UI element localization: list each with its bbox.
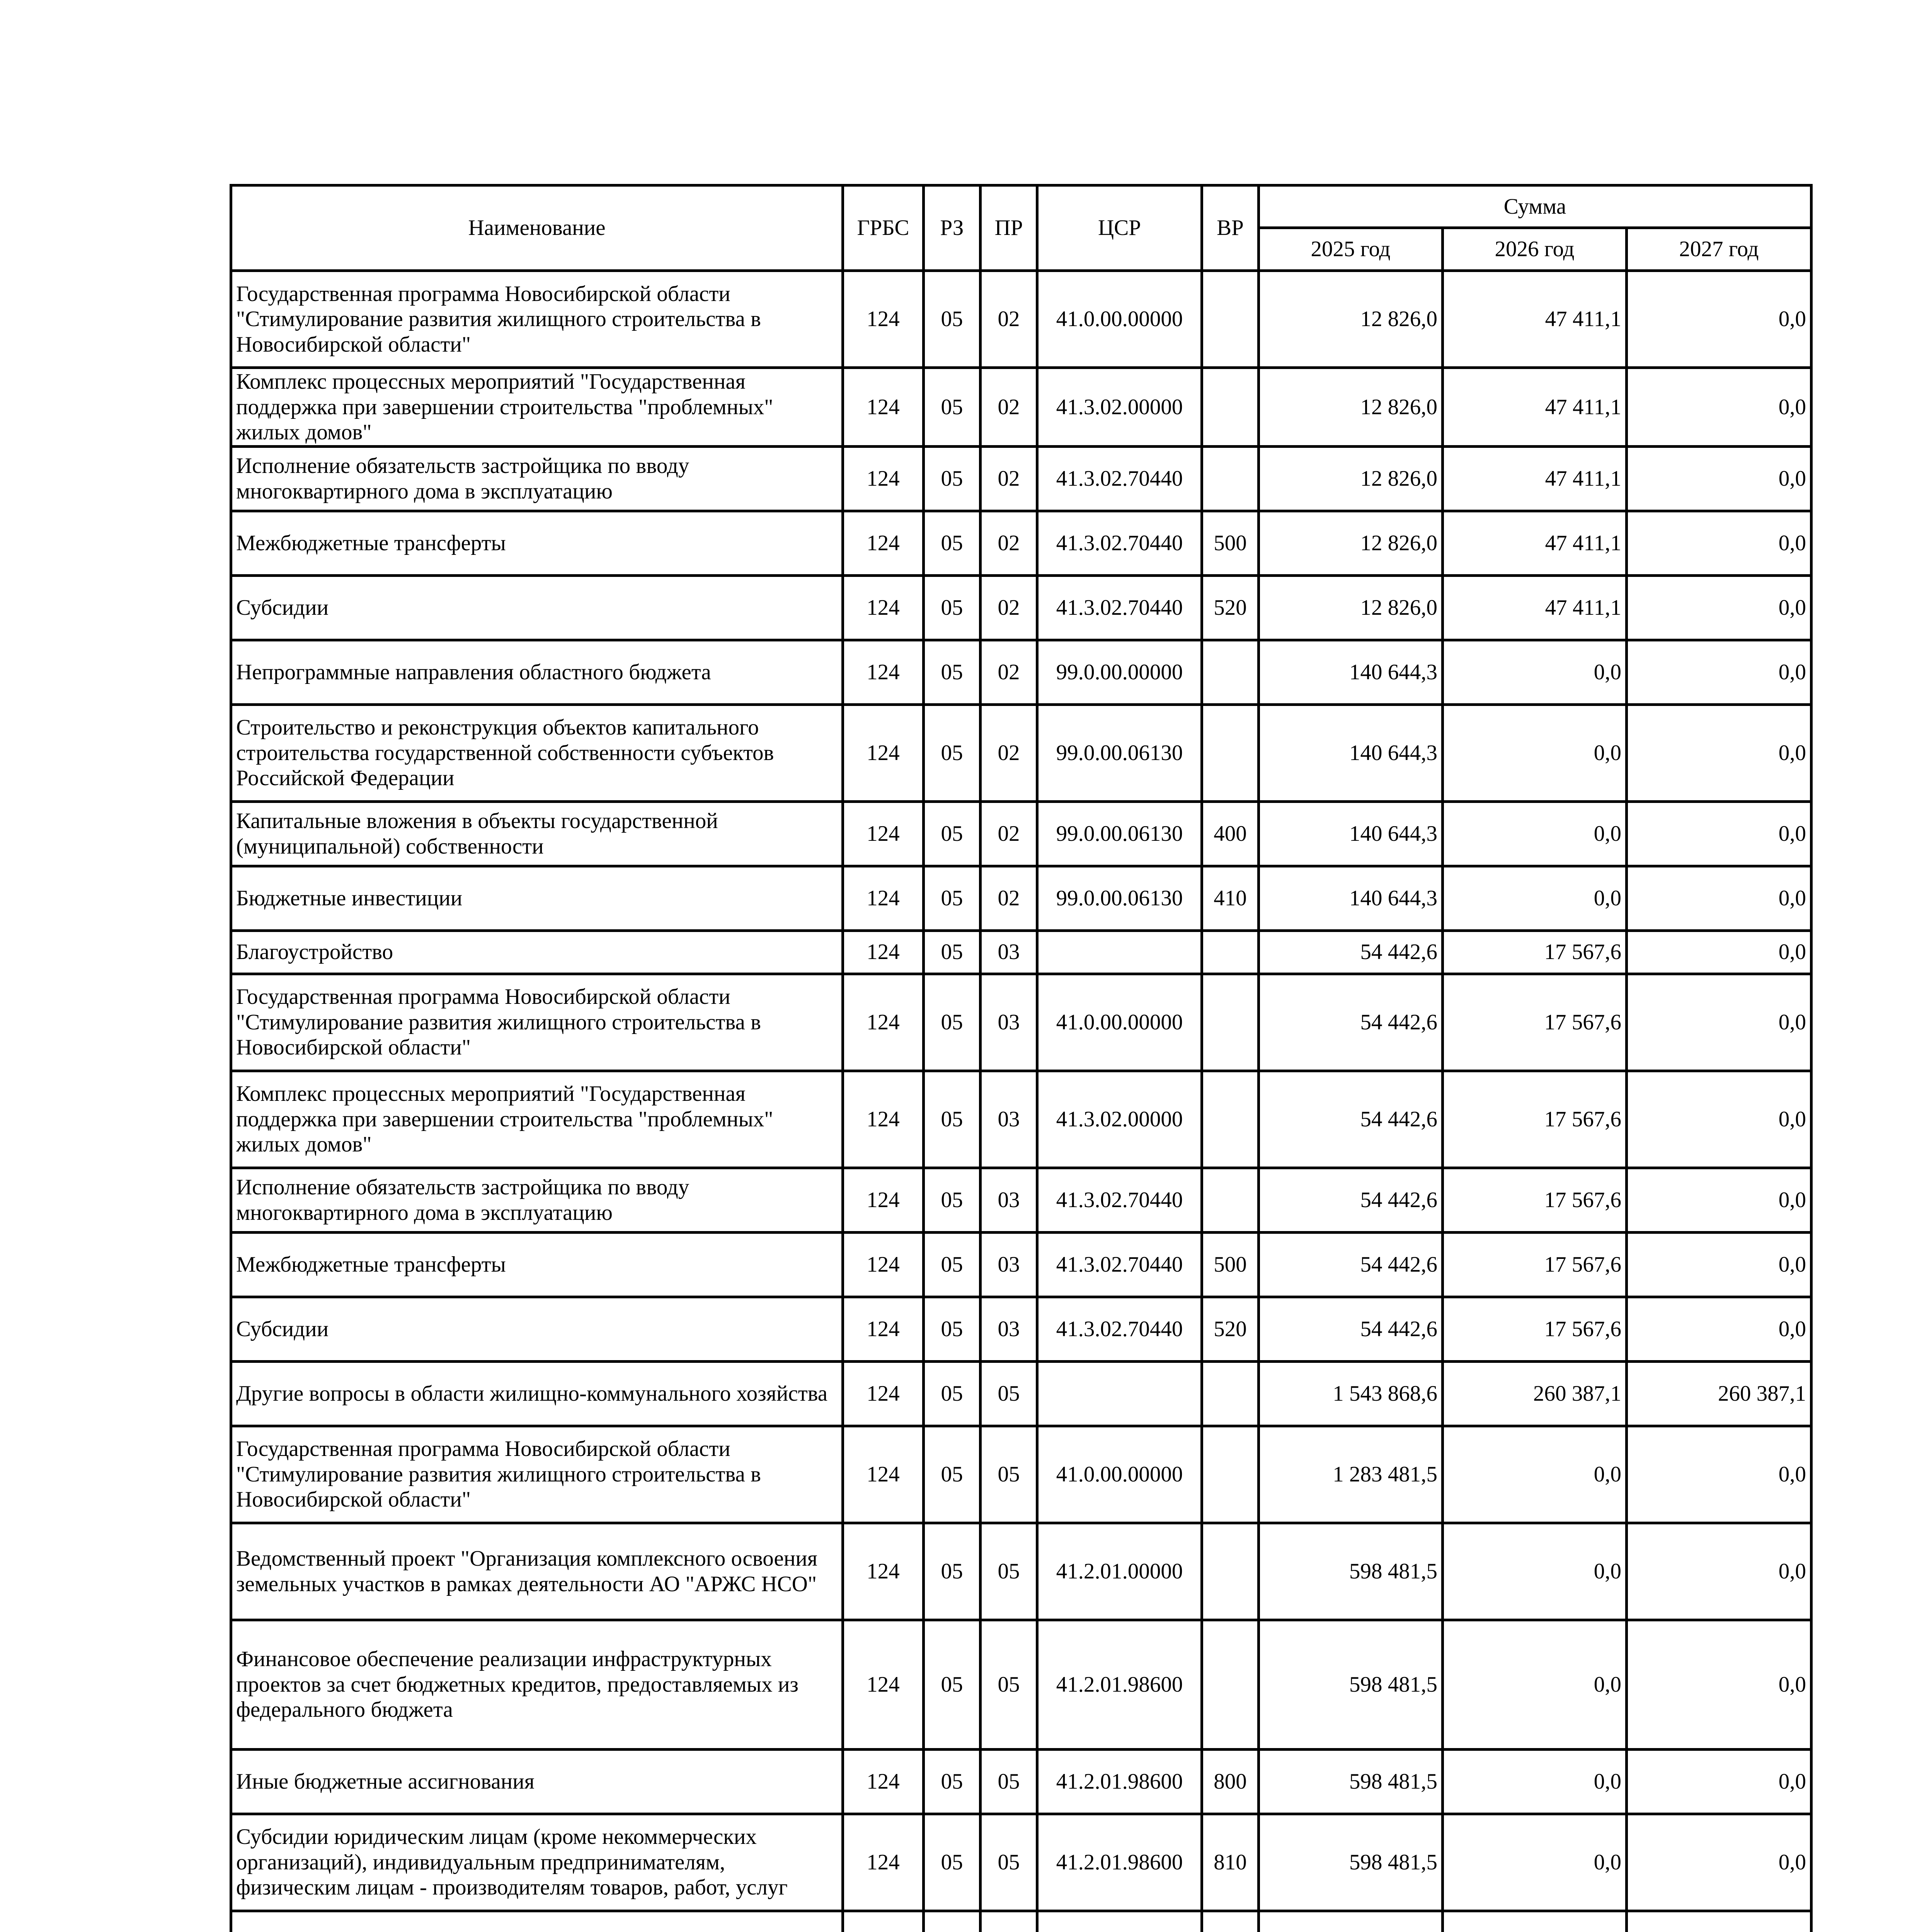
cell-csr: 41.2.01.98600: [1037, 1814, 1202, 1911]
cell-name: Бюджетные инвестиции: [231, 866, 843, 930]
cell-y2027: 0,0: [1627, 511, 1811, 575]
table-body: [231, 271, 1811, 1932]
cell-pr: 05: [981, 1620, 1037, 1749]
cell-y2026: 0,0: [1443, 1749, 1627, 1814]
cell-grbs: [843, 1911, 924, 1932]
cell-y2026: 260 387,1: [1443, 1361, 1627, 1426]
cell-grbs: 124: [843, 511, 924, 575]
cell-vr: 500: [1202, 511, 1259, 575]
cell-rz: 05: [924, 1071, 981, 1168]
cell-vr: [1202, 974, 1259, 1071]
cell-name: Субсидии юридическим лицам (кроме некоммерческих организаций), индивидуальным предпринимателям, физическим лицам - производителям товаров, работ, услуг: [231, 1814, 843, 1911]
cell-csr: 41.2.01.98600: [1037, 1749, 1202, 1814]
cell-y2027: [1627, 1911, 1811, 1932]
cell-y2026: 0,0: [1443, 704, 1627, 801]
cell-y2026: 17 567,6: [1443, 1232, 1627, 1297]
header-name: Наименование: [231, 185, 843, 271]
cell-csr: 41.3.02.00000: [1037, 1071, 1202, 1168]
cell-y2026: 0,0: [1443, 1426, 1627, 1523]
cell-rz: 05: [924, 704, 981, 801]
cell-name: Государственная программа Новосибирской области "Стимулирование развития жилищного строительства в Новосибирской области": [231, 271, 843, 368]
cell-vr: [1202, 446, 1259, 511]
table-row: [231, 704, 1811, 801]
cell-rz: 05: [924, 1426, 981, 1523]
cell-pr: 05: [981, 1361, 1037, 1426]
cell-name: Субсидии: [231, 575, 843, 640]
cell-rz: 05: [924, 1620, 981, 1749]
cell-name: Субсидии: [231, 1297, 843, 1361]
cell-csr: [1037, 930, 1202, 974]
cell-rz: [924, 1911, 981, 1932]
cell-vr: [1202, 930, 1259, 974]
cell-pr: 05: [981, 1523, 1037, 1620]
cell-name: Другие вопросы в области жилищно-коммунального хозяйства: [231, 1361, 843, 1426]
cell-csr: 41.3.02.70440: [1037, 511, 1202, 575]
cell-y2027: 0,0: [1627, 704, 1811, 801]
header-csr: ЦСР: [1037, 185, 1202, 271]
cell-y2025: 598 481,5: [1259, 1814, 1443, 1911]
cell-y2025: 54 442,6: [1259, 1232, 1443, 1297]
cell-y2026: 47 411,1: [1443, 575, 1627, 640]
cell-y2025: 12 826,0: [1259, 271, 1443, 368]
cell-grbs: 124: [843, 704, 924, 801]
cell-vr: 410: [1202, 866, 1259, 930]
cell-csr: 41.3.02.70440: [1037, 1232, 1202, 1297]
cell-rz: 05: [924, 1814, 981, 1911]
cell-y2026: 17 567,6: [1443, 974, 1627, 1071]
cell-name: Финансовое обеспечение реализации инфраструктурных проектов за счет бюджетных кредитов, предоставляемых из федерального бюджета: [231, 1620, 843, 1749]
cell-y2027: 0,0: [1627, 974, 1811, 1071]
cell-y2027: 0,0: [1627, 640, 1811, 704]
header-vr: ВР: [1202, 185, 1259, 271]
cell-y2025: 12 826,0: [1259, 575, 1443, 640]
table-row: [231, 1232, 1811, 1297]
cell-grbs: 124: [843, 1361, 924, 1426]
cell-vr: [1202, 1911, 1259, 1932]
cell-grbs: 124: [843, 575, 924, 640]
cell-csr: 41.3.02.70440: [1037, 446, 1202, 511]
cell-rz: 05: [924, 974, 981, 1071]
table-row: [231, 271, 1811, 368]
cell-y2027: 0,0: [1627, 446, 1811, 511]
cell-y2027: 0,0: [1627, 1749, 1811, 1814]
table-row: [231, 1911, 1811, 1932]
cell-name: Непрограммные направления областного бюджета: [231, 640, 843, 704]
cell-y2027: 0,0: [1627, 801, 1811, 866]
cell-grbs: 124: [843, 866, 924, 930]
cell-vr: 520: [1202, 575, 1259, 640]
cell-y2025: 54 442,6: [1259, 1168, 1443, 1232]
cell-y2025: 1 543 868,6: [1259, 1361, 1443, 1426]
cell-csr: 99.0.00.06130: [1037, 866, 1202, 930]
cell-y2026: 47 411,1: [1443, 446, 1627, 511]
cell-rz: 05: [924, 1749, 981, 1814]
cell-pr: 03: [981, 930, 1037, 974]
cell-pr: 03: [981, 974, 1037, 1071]
cell-grbs: 124: [843, 974, 924, 1071]
cell-rz: 05: [924, 446, 981, 511]
cell-rz: 05: [924, 1523, 981, 1620]
cell-pr: 02: [981, 704, 1037, 801]
table-row: [231, 930, 1811, 974]
table-row: [231, 866, 1811, 930]
cell-grbs: 124: [843, 1071, 924, 1168]
cell-vr: [1202, 1168, 1259, 1232]
cell-y2026: 47 411,1: [1443, 511, 1627, 575]
cell-csr: [1037, 1911, 1202, 1932]
cell-y2025: [1259, 1911, 1443, 1932]
header-2026: 2026 год: [1443, 228, 1627, 271]
cell-y2027: 260 387,1: [1627, 1361, 1811, 1426]
cell-y2026: 0,0: [1443, 1814, 1627, 1911]
cell-grbs: 124: [843, 1297, 924, 1361]
cell-y2025: 140 644,3: [1259, 866, 1443, 930]
cell-vr: [1202, 704, 1259, 801]
table-row: [231, 368, 1811, 447]
cell-pr: 02: [981, 575, 1037, 640]
cell-pr: 02: [981, 640, 1037, 704]
cell-name: Благоустройство: [231, 930, 843, 974]
cell-csr: 41.3.02.70440: [1037, 575, 1202, 640]
cell-y2025: 12 826,0: [1259, 446, 1443, 511]
header-sum: Сумма: [1259, 185, 1811, 228]
cell-vr: [1202, 640, 1259, 704]
cell-csr: 41.2.01.98600: [1037, 1620, 1202, 1749]
cell-y2026: 47 411,1: [1443, 368, 1627, 447]
cell-y2026: 0,0: [1443, 1620, 1627, 1749]
cell-rz: 05: [924, 930, 981, 974]
cell-grbs: 124: [843, 801, 924, 866]
cell-name: Капитальные вложения в объекты государственной (муниципальной) собственности: [231, 801, 843, 866]
cell-y2027: 0,0: [1627, 271, 1811, 368]
cell-rz: 05: [924, 1297, 981, 1361]
cell-pr: 02: [981, 801, 1037, 866]
cell-pr: 02: [981, 446, 1037, 511]
cell-vr: [1202, 271, 1259, 368]
cell-y2026: [1443, 1911, 1627, 1932]
cell-y2026: 0,0: [1443, 866, 1627, 930]
cell-vr: 400: [1202, 801, 1259, 866]
table-row: [231, 974, 1811, 1071]
cell-csr: 41.3.02.70440: [1037, 1168, 1202, 1232]
cell-grbs: 124: [843, 1426, 924, 1523]
cell-pr: 03: [981, 1071, 1037, 1168]
cell-rz: 05: [924, 271, 981, 368]
cell-y2026: 47 411,1: [1443, 271, 1627, 368]
cell-y2025: 1 283 481,5: [1259, 1426, 1443, 1523]
cell-grbs: 124: [843, 1523, 924, 1620]
cell-rz: 05: [924, 368, 981, 447]
cell-rz: 05: [924, 1232, 981, 1297]
cell-y2027: 0,0: [1627, 575, 1811, 640]
cell-name: Исполнение обязательств застройщика по вводу многоквартирного дома в эксплуатацию: [231, 446, 843, 511]
cell-pr: 03: [981, 1168, 1037, 1232]
cell-grbs: 124: [843, 1168, 924, 1232]
cell-y2027: 0,0: [1627, 930, 1811, 974]
cell-pr: 02: [981, 866, 1037, 930]
cell-rz: 05: [924, 1168, 981, 1232]
cell-y2025: 54 442,6: [1259, 1297, 1443, 1361]
cell-y2027: 0,0: [1627, 1523, 1811, 1620]
cell-vr: [1202, 1071, 1259, 1168]
cell-name: Государственная программа Новосибирской области "Стимулирование развития жилищного строительства в Новосибирской области": [231, 1426, 843, 1523]
cell-y2025: 598 481,5: [1259, 1523, 1443, 1620]
table-row: [231, 1749, 1811, 1814]
header-2025: 2025 год: [1259, 228, 1443, 271]
cell-vr: 520: [1202, 1297, 1259, 1361]
cell-y2027: 0,0: [1627, 1168, 1811, 1232]
cell-y2025: 12 826,0: [1259, 368, 1443, 447]
cell-grbs: 124: [843, 271, 924, 368]
cell-pr: 03: [981, 1297, 1037, 1361]
table-row: [231, 1814, 1811, 1911]
cell-vr: [1202, 1361, 1259, 1426]
table-row: [231, 801, 1811, 866]
cell-vr: [1202, 1426, 1259, 1523]
cell-y2025: 54 442,6: [1259, 930, 1443, 974]
cell-y2025: 140 644,3: [1259, 801, 1443, 866]
cell-pr: 05: [981, 1426, 1037, 1523]
table-row: [231, 1523, 1811, 1620]
cell-csr: 41.0.00.00000: [1037, 974, 1202, 1071]
cell-y2025: 140 644,3: [1259, 640, 1443, 704]
cell-vr: 500: [1202, 1232, 1259, 1297]
table-row: [231, 1620, 1811, 1749]
budget-table: [230, 184, 1813, 1932]
cell-name: Межбюджетные трансферты: [231, 511, 843, 575]
table-row: [231, 511, 1811, 575]
cell-pr: 05: [981, 1749, 1037, 1814]
cell-y2025: 12 826,0: [1259, 511, 1443, 575]
cell-rz: 05: [924, 640, 981, 704]
cell-grbs: 124: [843, 446, 924, 511]
cell-pr: 02: [981, 368, 1037, 447]
cell-y2027: 0,0: [1627, 1620, 1811, 1749]
cell-grbs: 124: [843, 640, 924, 704]
table-row: [231, 1297, 1811, 1361]
cell-csr: [1037, 1361, 1202, 1426]
table-row: [231, 640, 1811, 704]
cell-csr: 99.0.00.06130: [1037, 801, 1202, 866]
cell-y2025: 54 442,6: [1259, 1071, 1443, 1168]
cell-vr: 800: [1202, 1749, 1259, 1814]
cell-rz: 05: [924, 511, 981, 575]
cell-y2027: 0,0: [1627, 1297, 1811, 1361]
cell-name: Комплекс процессных мероприятий "Государственная поддержка при завершении строительства "проблемных" жилых домов": [231, 368, 843, 447]
cell-y2026: 17 567,6: [1443, 1297, 1627, 1361]
cell-pr: [981, 1911, 1037, 1932]
table-row: [231, 446, 1811, 511]
cell-grbs: 124: [843, 930, 924, 974]
cell-name: Межбюджетные трансферты: [231, 1232, 843, 1297]
cell-csr: 41.0.00.00000: [1037, 1426, 1202, 1523]
cell-name: Государственная программа Новосибирской области "Стимулирование развития жилищного строительства в Новосибирской области": [231, 974, 843, 1071]
cell-grbs: 124: [843, 1620, 924, 1749]
cell-pr: 03: [981, 1232, 1037, 1297]
table-row: [231, 1361, 1811, 1426]
cell-csr: 99.0.00.00000: [1037, 640, 1202, 704]
cell-name: Иные бюджетные ассигнования: [231, 1749, 843, 1814]
cell-name: Ведомственный проект "Организация комплексного освоения земельных участков в рамках деятельности АО "АРЖС НСО": [231, 1523, 843, 1620]
cell-y2025: 140 644,3: [1259, 704, 1443, 801]
header-pr: ПР: [981, 185, 1037, 271]
cell-rz: 05: [924, 801, 981, 866]
cell-y2026: 0,0: [1443, 1523, 1627, 1620]
cell-y2025: 598 481,5: [1259, 1749, 1443, 1814]
cell-csr: 41.0.00.00000: [1037, 271, 1202, 368]
cell-y2027: 0,0: [1627, 866, 1811, 930]
cell-y2027: 0,0: [1627, 368, 1811, 447]
cell-name: Исполнение обязательств застройщика по вводу многоквартирного дома в эксплуатацию: [231, 1168, 843, 1232]
cell-csr: 41.3.02.70440: [1037, 1297, 1202, 1361]
cell-pr: 02: [981, 271, 1037, 368]
cell-rz: 05: [924, 575, 981, 640]
cell-y2026: 17 567,6: [1443, 930, 1627, 974]
cell-vr: [1202, 1620, 1259, 1749]
cell-name: [231, 1911, 843, 1932]
cell-y2027: 0,0: [1627, 1232, 1811, 1297]
table-row: [231, 575, 1811, 640]
table-row: [231, 1426, 1811, 1523]
header-rz: РЗ: [924, 185, 981, 271]
cell-grbs: 124: [843, 1814, 924, 1911]
cell-grbs: 124: [843, 1749, 924, 1814]
cell-rz: 05: [924, 1361, 981, 1426]
cell-rz: 05: [924, 866, 981, 930]
cell-grbs: 124: [843, 368, 924, 447]
header-2027: 2027 год: [1627, 228, 1811, 271]
cell-csr: 99.0.00.06130: [1037, 704, 1202, 801]
cell-y2025: 598 481,5: [1259, 1620, 1443, 1749]
cell-name: Строительство и реконструкция объектов капитального строительства государственной собственности субъектов Российской Федерации: [231, 704, 843, 801]
cell-vr: 810: [1202, 1814, 1259, 1911]
cell-vr: [1202, 368, 1259, 447]
table-row: [231, 1168, 1811, 1232]
cell-pr: 05: [981, 1814, 1037, 1911]
cell-y2027: 0,0: [1627, 1071, 1811, 1168]
cell-vr: [1202, 1523, 1259, 1620]
table-row: [231, 1071, 1811, 1168]
cell-csr: 41.2.01.00000: [1037, 1523, 1202, 1620]
cell-y2026: 0,0: [1443, 640, 1627, 704]
cell-y2026: 0,0: [1443, 801, 1627, 866]
cell-y2025: 54 442,6: [1259, 974, 1443, 1071]
cell-y2027: 0,0: [1627, 1426, 1811, 1523]
cell-name: Комплекс процессных мероприятий "Государственная поддержка при завершении строительства "проблемных" жилых домов": [231, 1071, 843, 1168]
cell-y2026: 17 567,6: [1443, 1168, 1627, 1232]
header-grbs: ГРБС: [843, 185, 924, 271]
cell-y2026: 17 567,6: [1443, 1071, 1627, 1168]
cell-pr: 02: [981, 511, 1037, 575]
cell-csr: 41.3.02.00000: [1037, 368, 1202, 447]
cell-y2027: 0,0: [1627, 1814, 1811, 1911]
cell-grbs: 124: [843, 1232, 924, 1297]
